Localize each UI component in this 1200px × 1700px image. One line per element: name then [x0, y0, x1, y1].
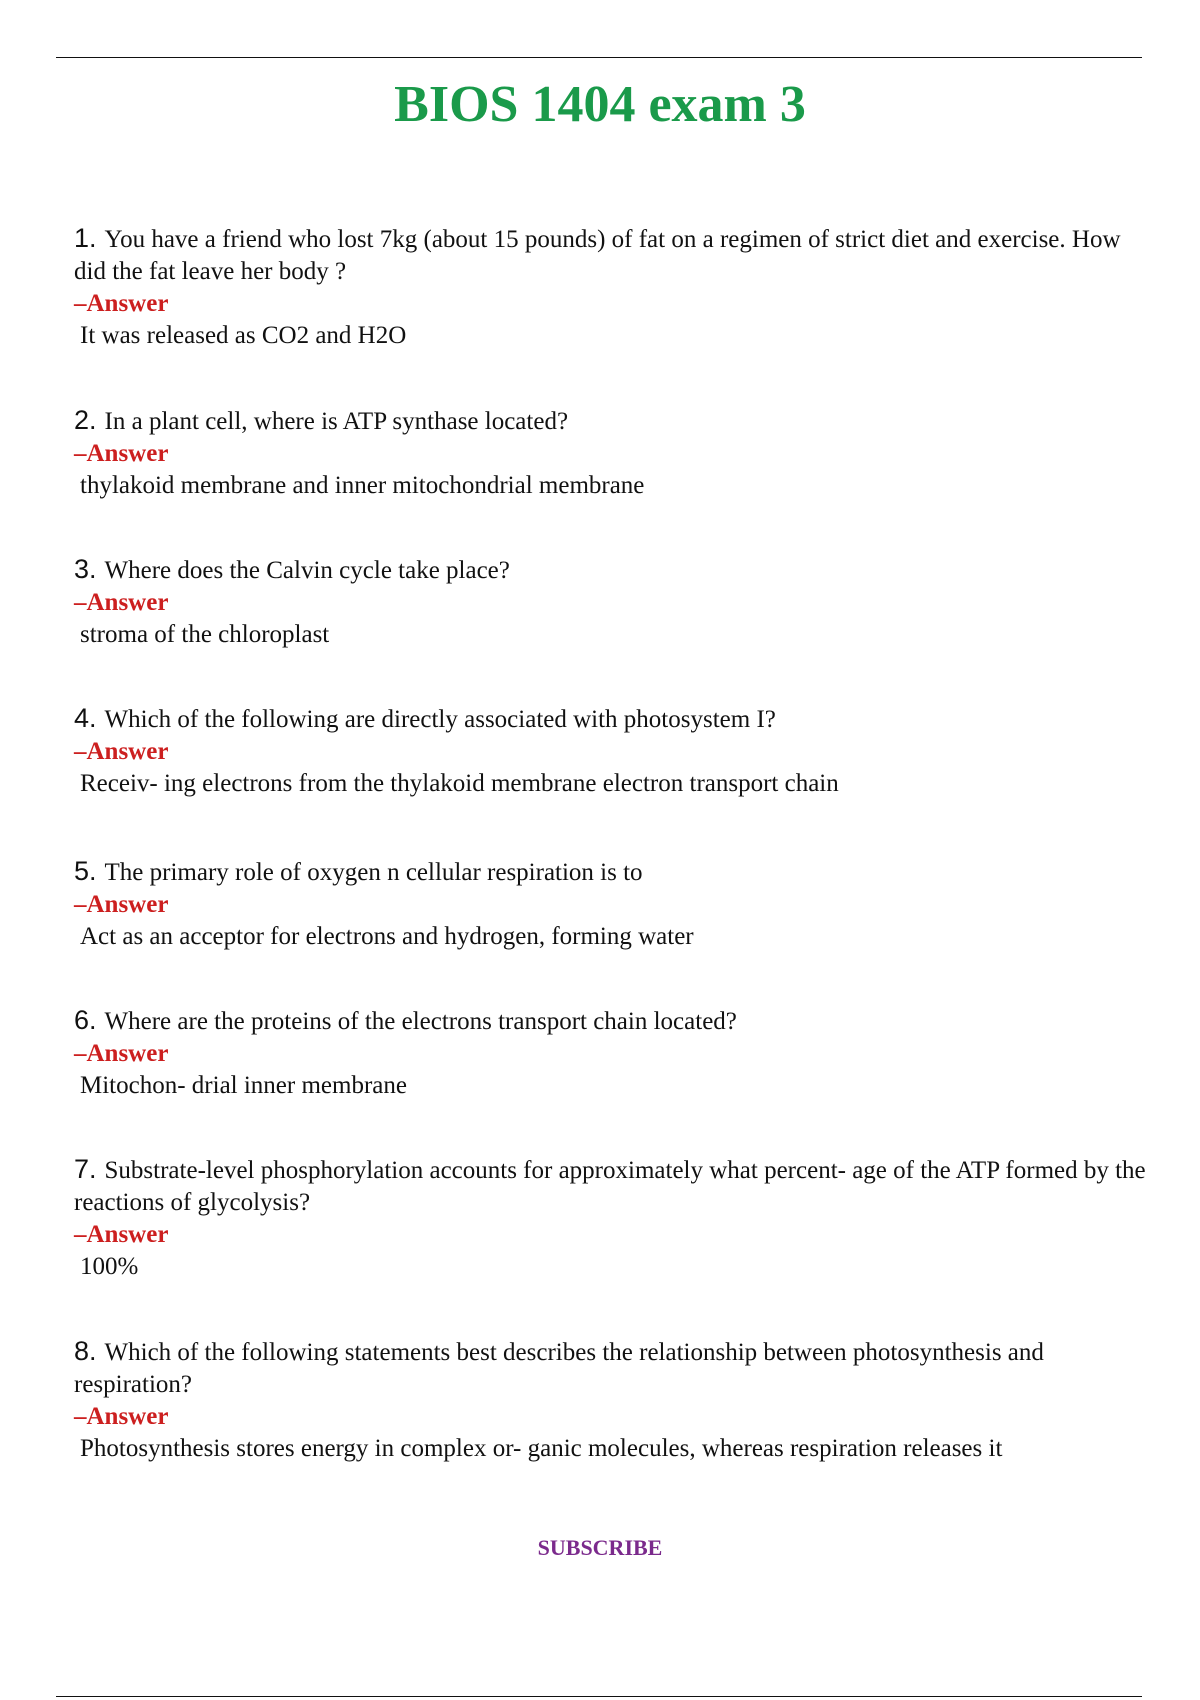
question-block-4	[74, 702, 1154, 800]
question-text: Where does the Calvin cycle take place?	[104, 557, 510, 584]
question-text: Where are the proteins of the electrons transport chain located?	[104, 1008, 737, 1035]
answer-label: –Answer	[74, 1040, 169, 1067]
question-block-8	[74, 1335, 1154, 1465]
question-block-2	[74, 404, 1154, 502]
answer-text: stroma of the chloroplast	[80, 621, 330, 648]
question-number: 6.	[74, 1005, 97, 1035]
answer-text: thylakoid membrane and inner mitochondrial membrane	[80, 472, 645, 499]
question-7	[74, 1153, 1154, 1219]
top-rule	[56, 57, 1142, 58]
answer-text: Receiv- ing electrons from the thylakoid membrane electron transport chain	[80, 770, 839, 797]
answer-label: –Answer	[74, 891, 169, 918]
question-block-3	[74, 553, 1154, 651]
bottom-rule	[56, 1696, 1142, 1697]
question-8	[74, 1335, 1154, 1401]
question-4	[74, 702, 1154, 736]
document-title: BIOS 1404 exam 3	[394, 76, 806, 133]
question-number: 3.	[74, 554, 97, 584]
question-number: 8.	[74, 1336, 97, 1366]
answer-label: –Answer	[74, 738, 169, 765]
subscribe-link[interactable]: SUBSCRIBE	[537, 1535, 663, 1560]
question-5	[74, 855, 1154, 889]
question-number: 5.	[74, 856, 97, 886]
question-block-1	[74, 222, 1154, 352]
answer-text: It was released as CO2 and H2O	[80, 322, 407, 349]
question-number: 2.	[74, 405, 97, 435]
question-number: 1.	[74, 223, 97, 253]
answer-text: Photosynthesis stores energy in complex or- ganic molecules, whereas respiration releases it	[80, 1435, 1003, 1462]
question-block-6	[74, 1004, 1154, 1102]
question-number: 4.	[74, 703, 97, 733]
answer-label: –Answer	[74, 290, 169, 317]
question-text: Which of the following are directly associated with photosystem I?	[104, 706, 776, 733]
answer-text: Act as an acceptor for electrons and hydrogen, forming water	[80, 923, 694, 950]
question-text: You have a friend who lost 7kg (about 15 pounds) of fat on a regimen of strict diet and exercise. How did the fat leave her body ?	[74, 226, 1121, 285]
answer-label: –Answer	[74, 589, 169, 616]
question-text: Substrate-level phosphorylation accounts for approximately what percent- age of the ATP formed by the reactions of glycolysis?	[74, 1157, 1146, 1216]
answer-label: –Answer	[74, 440, 169, 467]
answer-text: Mitochon- drial inner membrane	[80, 1072, 407, 1099]
answer-text: 100%	[80, 1253, 139, 1280]
question-block-5	[74, 855, 1154, 953]
question-block-7	[74, 1153, 1154, 1283]
question-1	[74, 222, 1154, 288]
question-text: In a plant cell, where is ATP synthase located?	[104, 408, 569, 435]
question-number: 7.	[74, 1154, 97, 1184]
question-2	[74, 404, 1154, 438]
question-text: Which of the following statements best describes the relationship between photosynthesis and respiration?	[74, 1339, 1044, 1398]
question-6	[74, 1004, 1154, 1038]
question-text: The primary role of oxygen n cellular respiration is to	[104, 859, 643, 886]
answer-label: –Answer	[74, 1403, 169, 1430]
question-3	[74, 553, 1154, 587]
answer-label: –Answer	[74, 1221, 169, 1248]
